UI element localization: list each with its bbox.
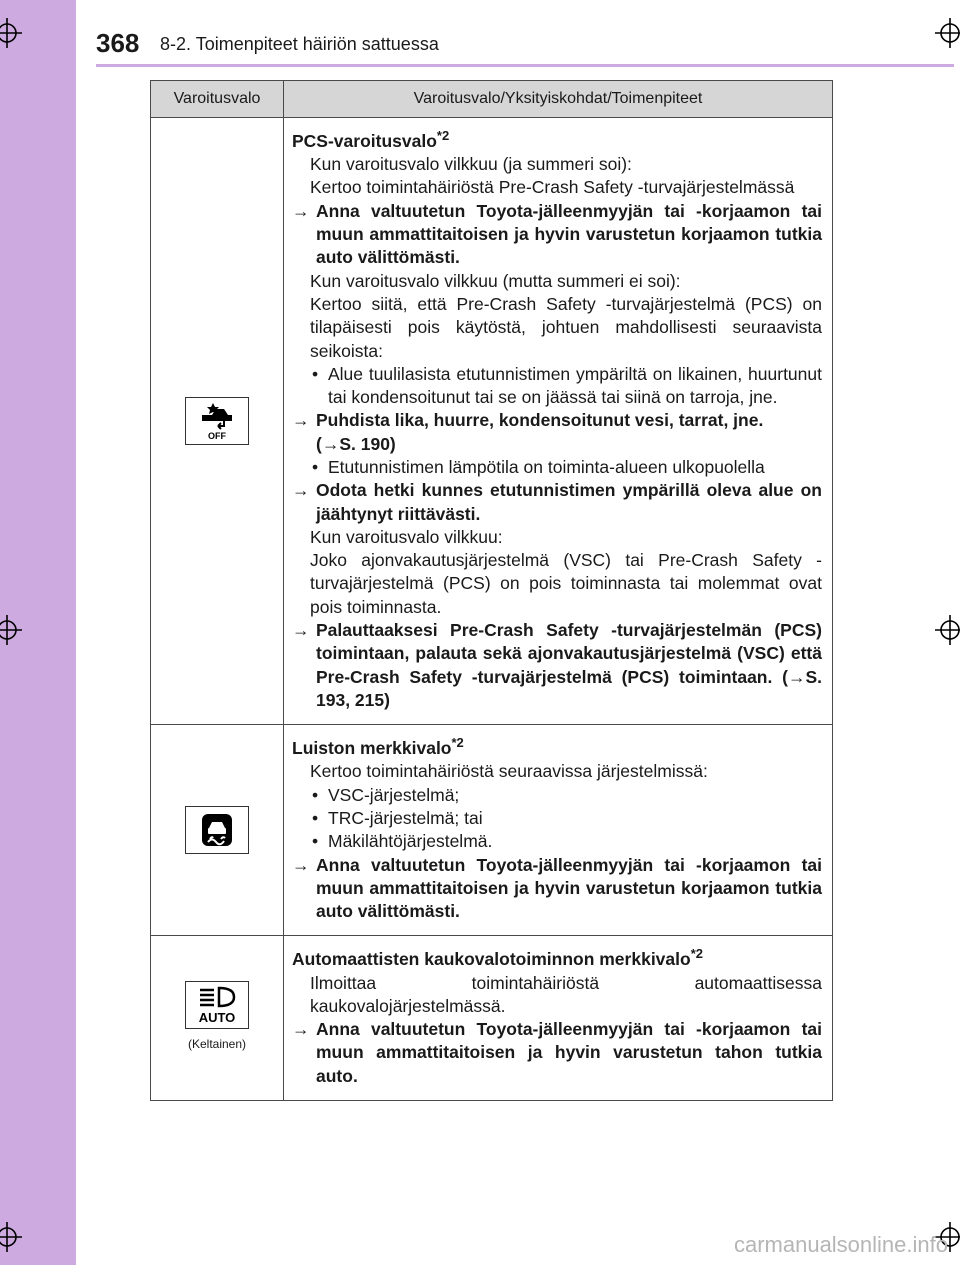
column-header-details: Varoitusvalo/Yksityiskohdat/Toimenpiteet: [284, 81, 833, 118]
action-text-body: Palauttaaksesi Pre-Crash Safety -turvajärjestelmän (PCS) toimintaan, palauta sekä ajonvakautusjärjestelmä (VSC) että Pre-Crash Safety -turvajärjestelmä (PCS) toimintaan. (→S. 193, 215): [316, 620, 822, 710]
watermark: carmanualsonline.info: [733, 1232, 948, 1257]
page-number: 368: [96, 28, 140, 58]
registration-mark-icon: [0, 615, 22, 645]
description-text: Ilmoittaa toimintahäiriöstä automaattisessa kaukovalojärjestelmässä.: [310, 972, 822, 1016]
bullet-item: [292, 807, 822, 830]
table-header-row: [151, 81, 833, 118]
action-text: [292, 854, 822, 924]
slip-indicator-icon: [185, 806, 249, 854]
bullet-text: VSC-järjestelmä;: [328, 784, 460, 805]
footnote-marker: *2: [690, 946, 703, 962]
bullet-icon: •: [312, 363, 319, 384]
bullet-icon: •: [312, 456, 319, 477]
warning-light-table: [150, 80, 833, 1101]
bullet-text: Etutunnistimen lämpötila on toiminta-alueen ulkopuolella: [328, 456, 765, 477]
icon-cell: [151, 118, 284, 725]
page-reference: (→S. 190): [316, 433, 396, 454]
section-title: 8-2. Toimenpiteet häiriön sattuessa: [160, 34, 439, 54]
table-row: [151, 725, 833, 936]
details-cell: [284, 118, 833, 725]
registration-mark-icon: [935, 18, 960, 48]
bullet-text: TRC-järjestelmä; tai: [328, 807, 483, 828]
action-text: [292, 479, 822, 526]
column-header-warning-light: Varoitusvalo: [151, 81, 284, 118]
header-rule: [96, 64, 954, 67]
arrow-icon: →: [292, 480, 310, 501]
registration-mark-icon: [0, 1222, 22, 1252]
arrow-icon: →: [292, 620, 310, 641]
bullet-text: Alue tuulilasista etutunnistimen ympäriltä on likainen, huurtunut tai kondensoitunut tai se on jäässä tai siinä on tarroja, jne.: [328, 363, 822, 408]
bullet-item: [292, 830, 822, 853]
details-cell: [284, 936, 833, 1101]
arrow-icon: →: [292, 200, 310, 221]
description-text: Kertoo toimintahäiriöstä seuraavissa järjestelmissä:: [310, 761, 708, 782]
item-title-text: Luiston merkkivalo: [292, 738, 452, 759]
action-text: [292, 409, 822, 432]
arrow-icon: →: [292, 410, 310, 431]
action-text-body: Anna valtuutetun Toyota-jälleenmyyjän tai -korjaamon tai muun ammattitaitoisen ja hyvin varustetun tahon tutkia auto.: [316, 1019, 822, 1086]
condition-text: Kun varoitusvalo vilkkuu (mutta summeri ei soi):: [310, 270, 681, 291]
footnote-marker: *2: [451, 735, 464, 751]
icon-cell: [151, 725, 284, 936]
action-text-body: Anna valtuutetun Toyota-jälleenmyyjän tai -korjaamon tai muun ammattitaitoisen ja hyvin varustetun korjaamon tutkia auto välittömästi.: [316, 200, 822, 268]
icon-caption: (Keltainen): [187, 1036, 247, 1051]
action-text-body: Puhdista lika, huurre, kondensoitunut vesi, tarrat, jne.: [316, 410, 764, 431]
bullet-icon: •: [312, 784, 319, 805]
item-title-text: PCS-varoitusvalo: [292, 130, 437, 151]
description-text: Kertoo toimintahäiriöstä Pre-Crash Safety -turvajärjestelmässä: [310, 177, 795, 198]
action-text-body: Anna valtuutetun Toyota-jälleenmyyjän tai -korjaamon tai muun ammattitaitoisen ja hyvin varustetun korjaamon tutkia auto välittömästi.: [316, 854, 822, 922]
bullet-icon: •: [312, 831, 319, 852]
bullet-item: [292, 784, 822, 807]
condition-text: Kun varoitusvalo vilkkuu:: [310, 526, 503, 547]
arrow-icon: →: [292, 854, 310, 875]
arrow-icon: →: [292, 1019, 310, 1040]
action-text: [292, 1018, 822, 1088]
action-text-body: Odota hetki kunnes etutunnistimen ympärillä oleva alue on jäähtynyt riittävästi.: [316, 480, 822, 524]
icon-cell: [151, 936, 284, 1101]
registration-mark-icon: [935, 615, 960, 645]
bullet-icon: •: [312, 807, 319, 828]
auto-high-beam-icon: [185, 981, 249, 1029]
action-text: [292, 200, 822, 270]
item-title: [292, 942, 822, 971]
item-title: [292, 124, 822, 153]
condition-text: Kun varoitusvalo vilkkuu (ja summeri soi):: [310, 154, 632, 175]
description-text: Kertoo siitä, että Pre-Crash Safety -turvajärjestelmä (PCS) on tilapäisesti pois käytöstä, johtuen mahdollisesti seuraavista seikoista:: [310, 293, 822, 361]
table-row: [151, 118, 833, 725]
pcs-off-warning-icon: [185, 397, 249, 445]
footnote-marker: *2: [436, 128, 450, 143]
bullet-item: [292, 456, 822, 479]
bullet-item: [292, 363, 822, 410]
description-text: Joko ajonvakautusjärjestelmä (VSC) tai Pre-Crash Safety -turvajärjestelmä (PCS) on pois toiminnasta tai molemmat ovat pois toiminnasta.: [310, 550, 822, 617]
bullet-text: Mäkilähtöjärjestelmä.: [328, 831, 493, 852]
details-cell: [284, 725, 833, 936]
icon-label-off: OFF: [208, 431, 226, 442]
icon-label-auto: AUTO: [198, 1009, 236, 1025]
action-text: [292, 619, 822, 712]
item-title: [292, 731, 822, 760]
registration-mark-icon: [0, 18, 22, 48]
item-title-text: Automaattisten kaukovalotoiminnon merkkivalo: [292, 949, 691, 970]
table-row: [151, 936, 833, 1101]
